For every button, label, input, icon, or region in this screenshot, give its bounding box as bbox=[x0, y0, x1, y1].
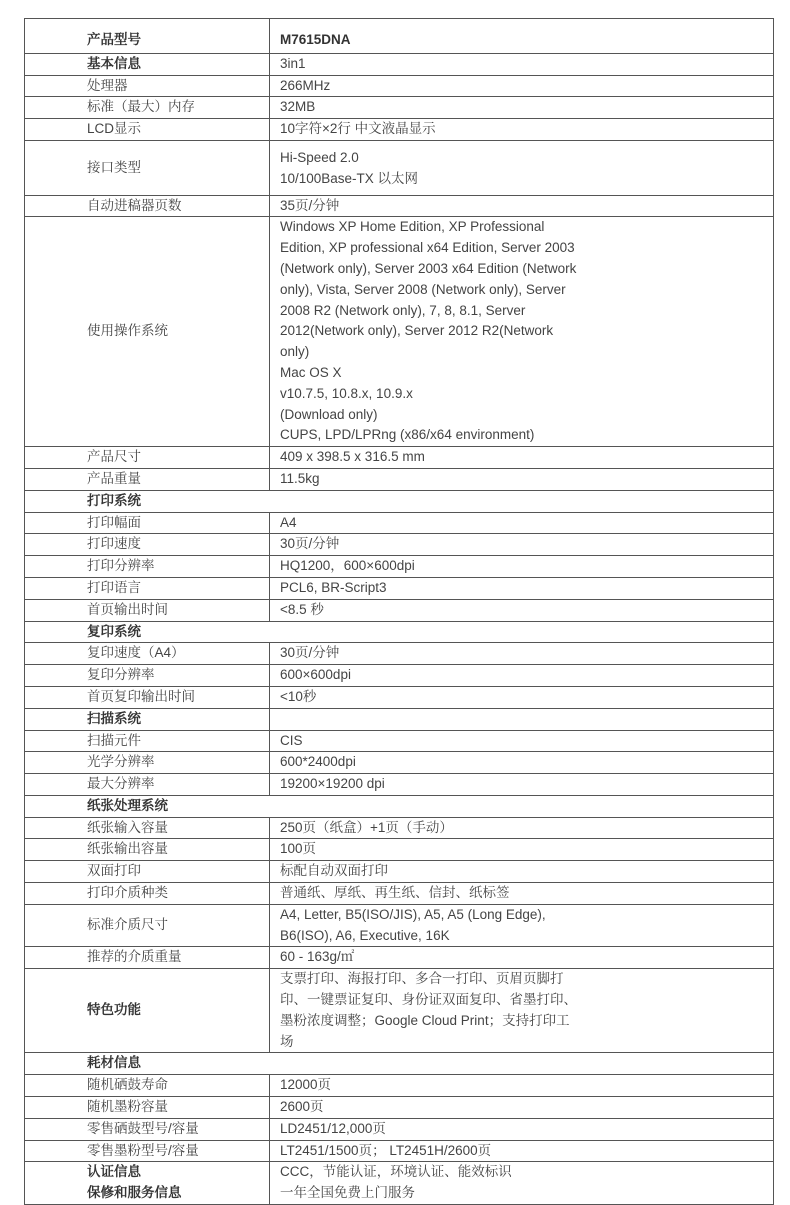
spec-value bbox=[270, 904, 774, 947]
spec-value-line: only), Vista, Server 2008 (Network only), Server bbox=[280, 281, 566, 297]
spec-value bbox=[270, 947, 774, 969]
spec-value-line: A4, Letter, B5(ISO/JIS), A5, A5 (Long Edge), bbox=[280, 906, 546, 922]
spec-value-line: CCC，节能认证，环境认证、能效标识 bbox=[280, 1164, 512, 1180]
spec-row bbox=[25, 1097, 774, 1119]
spec-value-line: Windows XP Home Edition, XP Professional bbox=[280, 219, 545, 235]
spec-value bbox=[270, 665, 774, 687]
spec-label: 纸张输出容量 bbox=[25, 839, 270, 861]
spec-value-line: 3in1 bbox=[280, 55, 306, 71]
spec-label: 打印语言 bbox=[25, 577, 270, 599]
spec-value-line: LT2451/1500页； LT2451H/2600页 bbox=[280, 1142, 492, 1158]
spec-label: 标准（最大）内存 bbox=[25, 97, 270, 119]
spec-value-line: 250页（纸盒）+1页（手动） bbox=[280, 819, 453, 835]
spec-value bbox=[270, 447, 774, 469]
spec-value-line: 支票打印、海报打印、多合一打印、页眉页脚打 bbox=[280, 971, 564, 987]
spec-label: 双面打印 bbox=[25, 861, 270, 883]
spec-value bbox=[270, 195, 774, 217]
spec-value-line: CUPS, LPD/LPRng (x86/x64 environment) bbox=[280, 427, 535, 443]
spec-label: 使用操作系统 bbox=[25, 217, 270, 447]
spec-label: 扫描系统 bbox=[25, 708, 270, 730]
spec-label: 耗材信息 bbox=[25, 1053, 774, 1075]
spec-row bbox=[25, 883, 774, 905]
spec-label-line: 认证信息 bbox=[87, 1164, 141, 1180]
spec-label: 产品型号 bbox=[25, 19, 270, 54]
spec-value-line: CIS bbox=[280, 732, 303, 748]
spec-value bbox=[270, 817, 774, 839]
spec-row bbox=[25, 665, 774, 687]
spec-value bbox=[270, 752, 774, 774]
spec-row bbox=[25, 730, 774, 752]
spec-value-line: M7615DNA bbox=[280, 32, 351, 47]
spec-row bbox=[25, 97, 774, 119]
spec-value-line: 2600页 bbox=[280, 1099, 324, 1115]
spec-value bbox=[270, 53, 774, 75]
spec-value bbox=[270, 75, 774, 97]
spec-value-line: 2008 R2 (Network only), 7, 8, 8.1, Server bbox=[280, 302, 526, 318]
spec-row bbox=[25, 1118, 774, 1140]
spec-value bbox=[270, 839, 774, 861]
spec-value-line: 30页/分钟 bbox=[280, 536, 340, 552]
spec-value-line: 409 x 398.5 x 316.5 mm bbox=[280, 449, 425, 465]
spec-row bbox=[25, 195, 774, 217]
spec-value bbox=[270, 1140, 774, 1162]
spec-label: 纸张输入容量 bbox=[25, 817, 270, 839]
spec-value bbox=[270, 119, 774, 141]
spec-label: 零售硒鼓型号/容量 bbox=[25, 1118, 270, 1140]
spec-value-line: (Download only) bbox=[280, 406, 378, 422]
spec-value-line: 印、一键票证复印、身份证双面复印、省墨打印、 bbox=[280, 992, 577, 1008]
spec-value-line: only) bbox=[280, 344, 310, 360]
spec-row bbox=[25, 947, 774, 969]
spec-value-line: 10/100Base-TX 以太网 bbox=[280, 170, 419, 186]
spec-value-line: 30页/分钟 bbox=[280, 645, 340, 661]
spec-label: 推荐的介质重量 bbox=[25, 947, 270, 969]
spec-row bbox=[25, 1075, 774, 1097]
spec-value-line: 场 bbox=[280, 1033, 294, 1049]
spec-value bbox=[270, 1118, 774, 1140]
spec-label: 基本信息 bbox=[25, 53, 270, 75]
spec-value bbox=[270, 140, 774, 195]
spec-value-line: 60 - 163g/㎡ bbox=[280, 949, 355, 965]
section-row bbox=[25, 621, 774, 643]
spec-value bbox=[270, 1075, 774, 1097]
spec-value-line: (Network only), Server 2003 x64 Edition (Network bbox=[280, 260, 577, 276]
spec-value bbox=[270, 730, 774, 752]
spec-label: 处理器 bbox=[25, 75, 270, 97]
spec-label: 复印系统 bbox=[25, 621, 774, 643]
spec-value-line: 600×600dpi bbox=[280, 667, 351, 683]
spec-value-line: 一年全国免费上门服务 bbox=[280, 1185, 415, 1201]
spec-label: 产品尺寸 bbox=[25, 447, 270, 469]
spec-value-line: PCL6, BR-Script3 bbox=[280, 579, 387, 595]
spec-row bbox=[25, 75, 774, 97]
spec-label: 打印分辨率 bbox=[25, 556, 270, 578]
spec-value-line: 35页/分钟 bbox=[280, 197, 340, 213]
spec-value-line: 标配自动双面打印 bbox=[280, 863, 388, 879]
spec-label bbox=[25, 1162, 270, 1205]
spec-value bbox=[270, 512, 774, 534]
spec-row bbox=[25, 752, 774, 774]
spec-row bbox=[25, 839, 774, 861]
spec-label: 首页输出时间 bbox=[25, 599, 270, 621]
spec-label: 随机墨粉容量 bbox=[25, 1097, 270, 1119]
spec-label: 打印系统 bbox=[25, 490, 774, 512]
spec-value bbox=[270, 1097, 774, 1119]
spec-value-line: Mac OS X bbox=[280, 364, 342, 380]
spec-label: LCD显示 bbox=[25, 119, 270, 141]
spec-value-line: 19200×19200 dpi bbox=[280, 776, 385, 792]
spec-value-line: Hi-Speed 2.0 bbox=[280, 149, 359, 165]
spec-table bbox=[24, 18, 774, 1205]
section-row bbox=[25, 1053, 774, 1075]
spec-row bbox=[25, 577, 774, 599]
spec-value bbox=[270, 534, 774, 556]
spec-row bbox=[25, 1162, 774, 1205]
spec-label: 特色功能 bbox=[25, 969, 270, 1053]
spec-value-line: 12000页 bbox=[280, 1077, 332, 1093]
spec-label: 复印分辨率 bbox=[25, 665, 270, 687]
spec-value-line: v10.7.5, 10.8.x, 10.9.x bbox=[280, 385, 413, 401]
spec-value-line: 11.5kg bbox=[280, 470, 320, 486]
spec-table-body bbox=[25, 19, 774, 1205]
spec-row bbox=[25, 774, 774, 796]
spec-label: 随机硒鼓寿命 bbox=[25, 1075, 270, 1097]
spec-label: 扫描元件 bbox=[25, 730, 270, 752]
section-row bbox=[25, 795, 774, 817]
spec-label: 自动进稿器页数 bbox=[25, 195, 270, 217]
spec-row bbox=[25, 556, 774, 578]
spec-value bbox=[270, 19, 774, 54]
spec-value-line: 2012(Network only), Server 2012 R2(Network bbox=[280, 323, 554, 339]
spec-value bbox=[270, 97, 774, 119]
spec-value bbox=[270, 217, 774, 447]
spec-value bbox=[270, 1162, 774, 1205]
spec-label: 复印速度（A4） bbox=[25, 643, 270, 665]
spec-label: 产品重量 bbox=[25, 468, 270, 490]
spec-row bbox=[25, 468, 774, 490]
spec-value-line: 600*2400dpi bbox=[280, 754, 356, 770]
spec-row bbox=[25, 447, 774, 469]
spec-label: 打印幅面 bbox=[25, 512, 270, 534]
spec-row bbox=[25, 19, 774, 54]
spec-value bbox=[270, 969, 774, 1053]
spec-value bbox=[270, 708, 774, 730]
spec-row bbox=[25, 217, 774, 447]
spec-value-line: LD2451/12,000页 bbox=[280, 1120, 386, 1136]
spec-row bbox=[25, 817, 774, 839]
spec-value bbox=[270, 468, 774, 490]
spec-value-line: Edition, XP professional x64 Edition, Server 2003 bbox=[280, 240, 575, 256]
spec-value bbox=[270, 774, 774, 796]
spec-value-line: 普通纸、厚纸、再生纸、信封、纸标签 bbox=[280, 885, 510, 901]
spec-label: 光学分辨率 bbox=[25, 752, 270, 774]
spec-row bbox=[25, 534, 774, 556]
spec-value-line: <10秒 bbox=[280, 688, 317, 704]
spec-label: 标准介质尺寸 bbox=[25, 904, 270, 947]
spec-row bbox=[25, 599, 774, 621]
spec-value-line: 266MHz bbox=[280, 77, 331, 93]
spec-row bbox=[25, 861, 774, 883]
spec-label: 纸张处理系统 bbox=[25, 795, 774, 817]
spec-label-line: 保修和服务信息 bbox=[87, 1185, 182, 1201]
spec-value-line: 100页 bbox=[280, 841, 317, 857]
spec-value bbox=[270, 883, 774, 905]
spec-row bbox=[25, 643, 774, 665]
spec-value-line: 32MB bbox=[280, 99, 316, 115]
spec-value-line: HQ1200，600×600dpi bbox=[280, 558, 415, 574]
spec-value bbox=[270, 556, 774, 578]
spec-row bbox=[25, 140, 774, 195]
spec-row bbox=[25, 969, 774, 1053]
spec-value bbox=[270, 861, 774, 883]
spec-row bbox=[25, 1140, 774, 1162]
spec-value-line: 10字符×2行 中文液晶显示 bbox=[280, 121, 436, 137]
spec-label: 零售墨粉型号/容量 bbox=[25, 1140, 270, 1162]
spec-row bbox=[25, 512, 774, 534]
spec-label: 打印速度 bbox=[25, 534, 270, 556]
spec-row bbox=[25, 53, 774, 75]
spec-label: 接口类型 bbox=[25, 140, 270, 195]
spec-value bbox=[270, 577, 774, 599]
spec-row bbox=[25, 708, 774, 730]
spec-value-line: 墨粉浓度调整；Google Cloud Print；支持打印工 bbox=[280, 1012, 570, 1028]
spec-label: 首页复印输出时间 bbox=[25, 686, 270, 708]
spec-value bbox=[270, 599, 774, 621]
spec-row bbox=[25, 904, 774, 947]
spec-row bbox=[25, 119, 774, 141]
spec-value bbox=[270, 643, 774, 665]
spec-value bbox=[270, 686, 774, 708]
spec-row bbox=[25, 686, 774, 708]
spec-value-line: B6(ISO), A6, Executive, 16K bbox=[280, 927, 450, 943]
spec-label: 最大分辨率 bbox=[25, 774, 270, 796]
spec-label: 打印介质种类 bbox=[25, 883, 270, 905]
spec-value-line: <8.5 秒 bbox=[280, 601, 324, 617]
spec-value-line: A4 bbox=[280, 514, 297, 530]
section-row bbox=[25, 490, 774, 512]
